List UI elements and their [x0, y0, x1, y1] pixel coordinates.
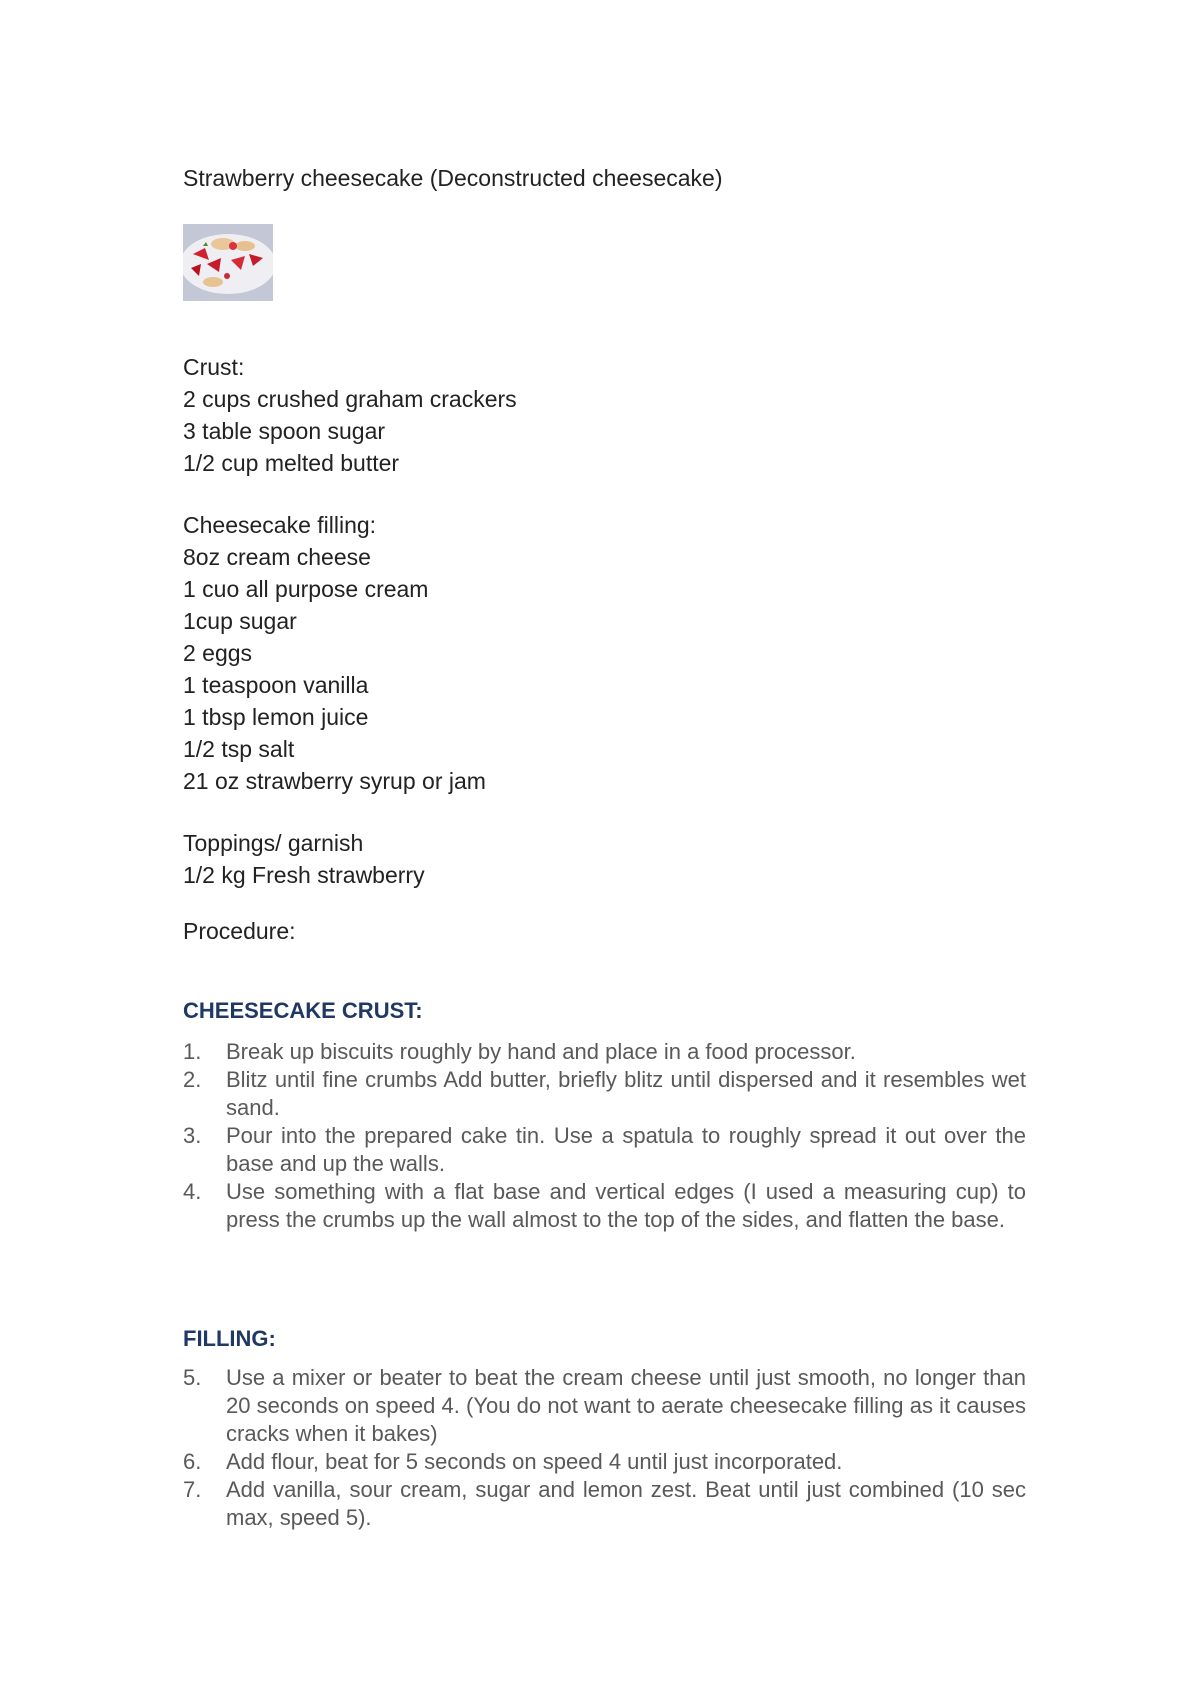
filling-section-heading: FILLING:: [183, 1326, 276, 1351]
step-number: 2.: [183, 1067, 202, 1092]
ingredient-item: 1 tbsp lemon juice: [183, 704, 369, 730]
ingredient-item: 1/2 tsp salt: [183, 736, 295, 762]
recipe-title: Strawberry cheesecake (Deconstructed cheesecake): [183, 165, 723, 191]
step-item: [183, 1364, 1026, 1448]
crust-label: Crust:: [183, 354, 245, 380]
step-text: Add flour, beat for 5 seconds on speed 4 until just incorporated.: [226, 1449, 843, 1474]
step-number: 4.: [183, 1179, 202, 1204]
step-text: Use a mixer or beater to beat the cream cheese until just smooth, no longer than 20 seconds on speed 4. (You do not want to aerate cheesecake filling as it causes cracks when it bakes): [226, 1365, 1026, 1446]
ingredient-item: 1cup sugar: [183, 608, 297, 634]
step-text: Pour into the prepared cake tin. Use a spatula to roughly spread it out over the base and up the walls.: [226, 1123, 1026, 1176]
filling-label: Cheesecake filling:: [183, 512, 377, 538]
cheesecake-photo-graphic: [183, 224, 273, 301]
filling-steps-list: [183, 1364, 1026, 1532]
ingredient-item: 1/2 cup melted butter: [183, 450, 400, 476]
toppings-label: Toppings/ garnish: [183, 830, 364, 856]
step-number: 7.: [183, 1477, 202, 1502]
ingredient-item: 1/2 kg Fresh strawberry: [183, 862, 425, 888]
step-number: 5.: [183, 1365, 202, 1390]
step-item: [183, 1122, 1026, 1178]
ingredient-item: 1 cuo all purpose cream: [183, 576, 429, 602]
ingredient-item: 1 teaspoon vanilla: [183, 672, 369, 698]
step-text: Use something with a flat base and vertical edges (I used a measuring cup) to press the crumbs up the wall almost to the top of the sides, and flatten the base.: [226, 1179, 1026, 1232]
step-item: [183, 1178, 1026, 1234]
step-item: [183, 1066, 1026, 1122]
step-item: [183, 1476, 1026, 1532]
ingredient-item: 8oz cream cheese: [183, 544, 371, 570]
step-text: Blitz until fine crumbs Add butter, briefly blitz until dispersed and it resembles wet sand.: [226, 1067, 1026, 1120]
toppings-ingredients: [183, 827, 425, 891]
procedure-label: Procedure:: [183, 918, 296, 944]
step-number: 6.: [183, 1449, 202, 1474]
step-text: Break up biscuits roughly by hand and place in a food processor.: [226, 1039, 856, 1064]
step-text: Add vanilla, sour cream, sugar and lemon zest. Beat until just combined (10 sec max, speed 5).: [226, 1477, 1026, 1530]
crust-steps-list: [183, 1038, 1026, 1234]
ingredient-item: 3 table spoon sugar: [183, 418, 386, 444]
step-item: [183, 1448, 1026, 1476]
step-item: [183, 1038, 1026, 1066]
ingredient-item: 2 cups crushed graham crackers: [183, 386, 517, 412]
filling-ingredients: [183, 509, 486, 797]
ingredient-item: 21 oz strawberry syrup or jam: [183, 768, 486, 794]
cheesecake-photo: [183, 224, 273, 301]
step-number: 1.: [183, 1039, 202, 1064]
ingredient-item: 2 eggs: [183, 640, 253, 666]
step-number: 3.: [183, 1123, 202, 1148]
crust-ingredients: [183, 351, 517, 479]
crust-section-heading: CHEESECAKE CRUST:: [183, 998, 423, 1023]
